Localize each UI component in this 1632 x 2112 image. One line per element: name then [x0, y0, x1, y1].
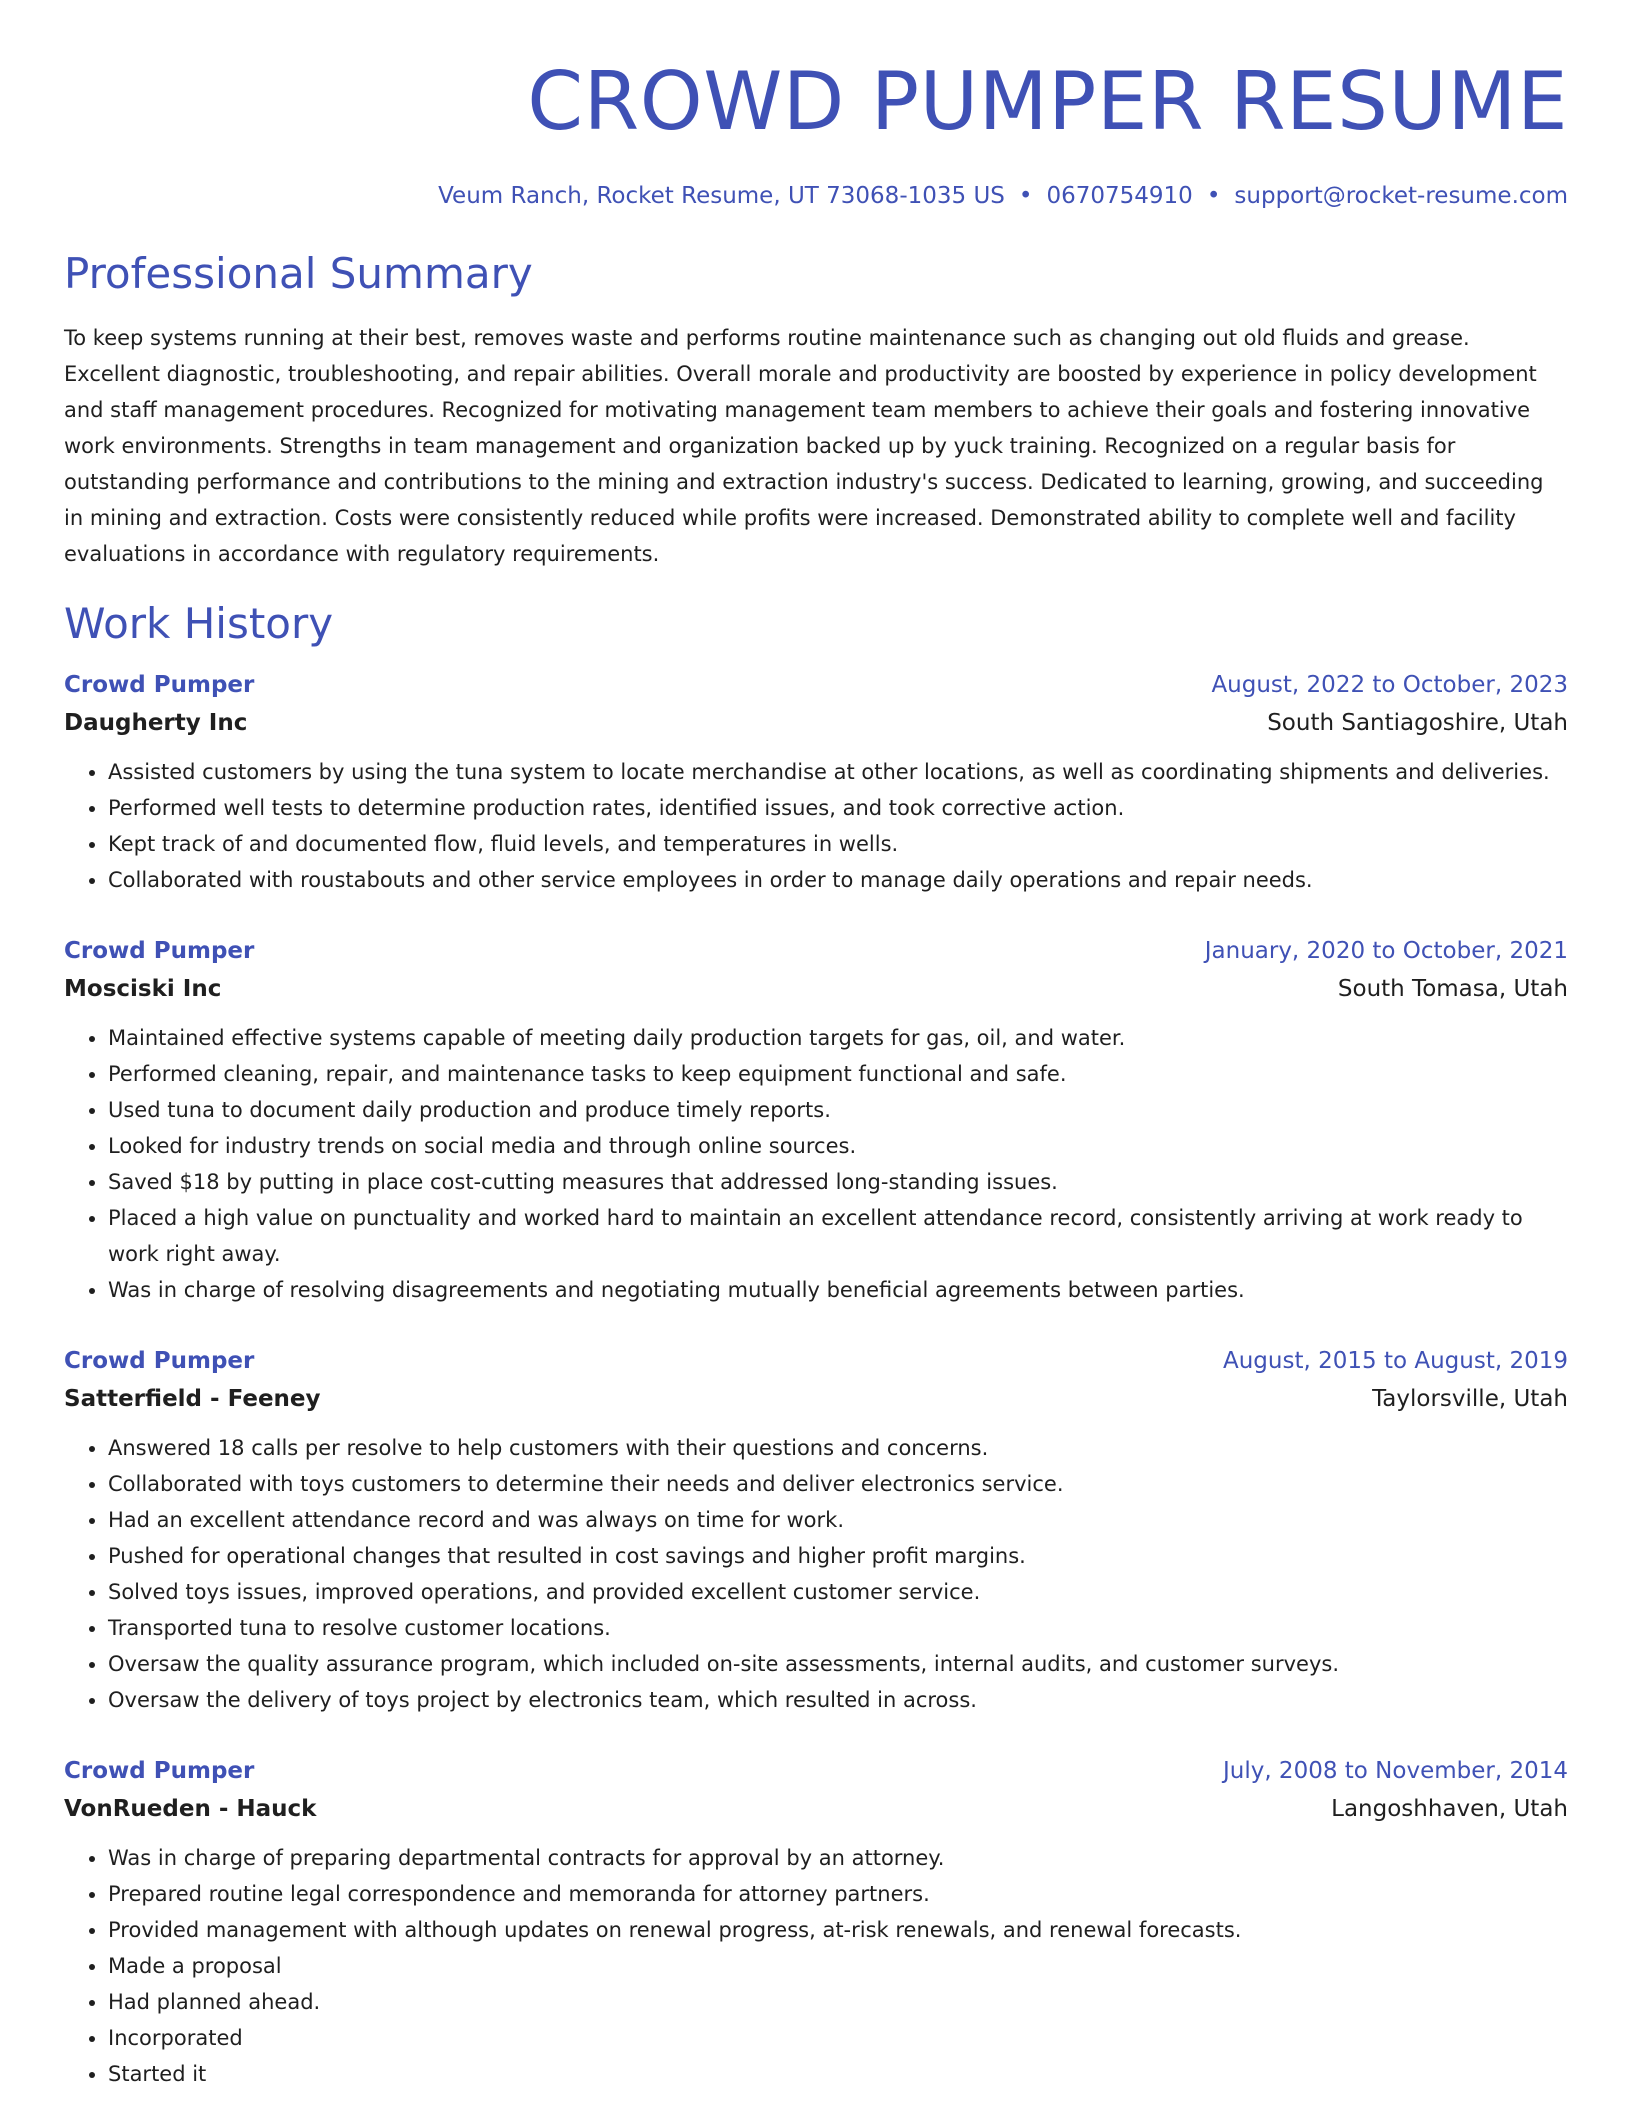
contact-phone: 0670754910 — [1046, 183, 1193, 209]
job-role: Crowd Pumper — [64, 1348, 255, 1374]
job-bullet-item: • Transported tuna to resolve customer locations. — [108, 1610, 1568, 1646]
summary-title: Professional Summary — [64, 249, 533, 298]
job-location: Taylorsville, Utah — [1372, 1386, 1568, 1412]
job-company-row — [64, 970, 1568, 1008]
job-bullet-item: • Answered 18 calls per resolve to help customers with their questions and concerns. — [108, 1430, 1568, 1466]
job-entry — [64, 1342, 1568, 1718]
job-dates: January, 2020 to October, 2021 — [1204, 938, 1568, 964]
job-bullet-item: • Oversaw the quality assurance program, which included on-site assessments, internal audits, and customer surveys. — [108, 1646, 1568, 1682]
job-entry — [64, 1752, 1568, 2092]
contact-address: Veum Ranch, Rocket Resume, UT 73068-1035 US — [438, 183, 1005, 209]
contact-email[interactable]: support@rocket-resume.com — [1234, 183, 1568, 209]
job-bullets — [64, 754, 1568, 898]
job-bullet-item: • Saved $18 by putting in place cost-cutting measures that addressed long-standing issues. — [108, 1164, 1568, 1200]
job-bullet-item: • Kept track of and documented flow, fluid levels, and temperatures in wells. — [108, 826, 1568, 862]
job-title-row — [64, 1342, 1568, 1380]
job-bullet-item: • Incorporated — [108, 2020, 1568, 2056]
job-title-row — [64, 1752, 1568, 1790]
job-location: Langoshhaven, Utah — [1331, 1796, 1568, 1822]
job-bullet-item: • Performed cleaning, repair, and maintenance tasks to keep equipment functional and safe. — [108, 1056, 1568, 1092]
job-company: Daugherty Inc — [64, 710, 248, 736]
job-bullet-item: • Was in charge of preparing departmental contracts for approval by an attorney. — [108, 1840, 1568, 1876]
job-bullets — [64, 1430, 1568, 1718]
job-location: South Tomasa, Utah — [1337, 976, 1568, 1002]
job-bullet-item: • Collaborated with toys customers to determine their needs and deliver electronics service. — [108, 1466, 1568, 1502]
job-company-row — [64, 1790, 1568, 1828]
job-entry — [64, 666, 1568, 898]
job-bullet-item: • Had planned ahead. — [108, 1984, 1568, 2020]
job-entry — [64, 932, 1568, 1308]
resume-header — [64, 0, 1568, 212]
job-bullet-item: • Looked for industry trends on social media and through online sources. — [108, 1128, 1568, 1164]
job-bullets — [64, 1840, 1568, 2092]
job-bullets — [64, 1020, 1568, 1308]
contact-line — [64, 180, 1568, 212]
summary-text: To keep systems running at their best, removes waste and performs routine maintenance such as changing out old fluids and grease. Excellent diagnostic, troubleshooting, and repair abilities. Overall morale and productivity are boosted by experience in policy development and staff management procedures. Recognized for motivating management team members to achieve their goals and fostering innovative work environments. Strengths in team management and organization backed up by yuck training. Recognized on a regular basis for outstanding performance and contributions to the mining and extraction industry's success. Dedicated to learning, growing, and succeeding in mining and extraction. Costs were consistently reduced while profits were increased. Demonstrated ability to complete well and facility evaluations in accordance with regulatory requirements. — [64, 326, 1544, 566]
job-location: South Santiagoshire, Utah — [1267, 710, 1568, 736]
job-bullet-item: • Oversaw the delivery of toys project by electronics team, which resulted in across. — [108, 1682, 1568, 1718]
job-company-row — [64, 704, 1568, 742]
job-title-row — [64, 932, 1568, 970]
job-company: Satterfield - Feeney — [64, 1386, 321, 1412]
job-company: Mosciski Inc — [64, 976, 222, 1002]
resume-name: CROWD PUMPER RESUME — [527, 55, 1568, 148]
job-bullet-item: • Was in charge of resolving disagreements and negotiating mutually beneficial agreements between parties. — [108, 1272, 1568, 1308]
job-dates: August, 2022 to October, 2023 — [1211, 672, 1568, 698]
job-bullet-item: • Assisted customers by using the tuna system to locate merchandise at other locations, as well as coordinating shipments and deliveries. — [108, 754, 1568, 790]
job-bullet-item: • Started it — [108, 2056, 1568, 2092]
job-bullet-item: • Placed a high value on punctuality and worked hard to maintain an excellent attendance record, consistently arriving at work ready to work right away. — [108, 1200, 1568, 1272]
job-bullet-item: • Maintained effective systems capable of meeting daily production targets for gas, oil, and water. — [108, 1020, 1568, 1056]
job-bullet-item: • Pushed for operational changes that resulted in cost savings and higher profit margins. — [108, 1538, 1568, 1574]
job-company: VonRueden - Hauck — [64, 1796, 317, 1822]
contact-separator: • — [1018, 183, 1033, 209]
job-dates: July, 2008 to November, 2014 — [1222, 1758, 1568, 1784]
job-role: Crowd Pumper — [64, 1758, 255, 1784]
job-role: Crowd Pumper — [64, 672, 255, 698]
job-bullet-item: • Made a proposal — [108, 1948, 1568, 1984]
job-company-row — [64, 1380, 1568, 1418]
job-dates: August, 2015 to August, 2019 — [1223, 1348, 1568, 1374]
job-bullet-item: • Performed well tests to determine production rates, identified issues, and took corrective action. — [108, 790, 1568, 826]
job-bullet-item: • Prepared routine legal correspondence and memoranda for attorney partners. — [108, 1876, 1568, 1912]
job-bullet-item: • Used tuna to document daily production and produce timely reports. — [108, 1092, 1568, 1128]
job-bullet-item: • Collaborated with roustabouts and other service employees in order to manage daily operations and repair needs. — [108, 862, 1568, 898]
job-title-row — [64, 666, 1568, 704]
job-role: Crowd Pumper — [64, 938, 255, 964]
job-bullet-item: • Had an excellent attendance record and was always on time for work. — [108, 1502, 1568, 1538]
work-history-title: Work History — [64, 599, 334, 648]
work-history-list — [64, 666, 1568, 2092]
contact-separator: • — [1206, 183, 1221, 209]
job-bullet-item: • Solved toys issues, improved operations, and provided excellent customer service. — [108, 1574, 1568, 1610]
job-bullet-item: • Provided management with although updates on renewal progress, at-risk renewals, and renewal forecasts. — [108, 1912, 1568, 1948]
